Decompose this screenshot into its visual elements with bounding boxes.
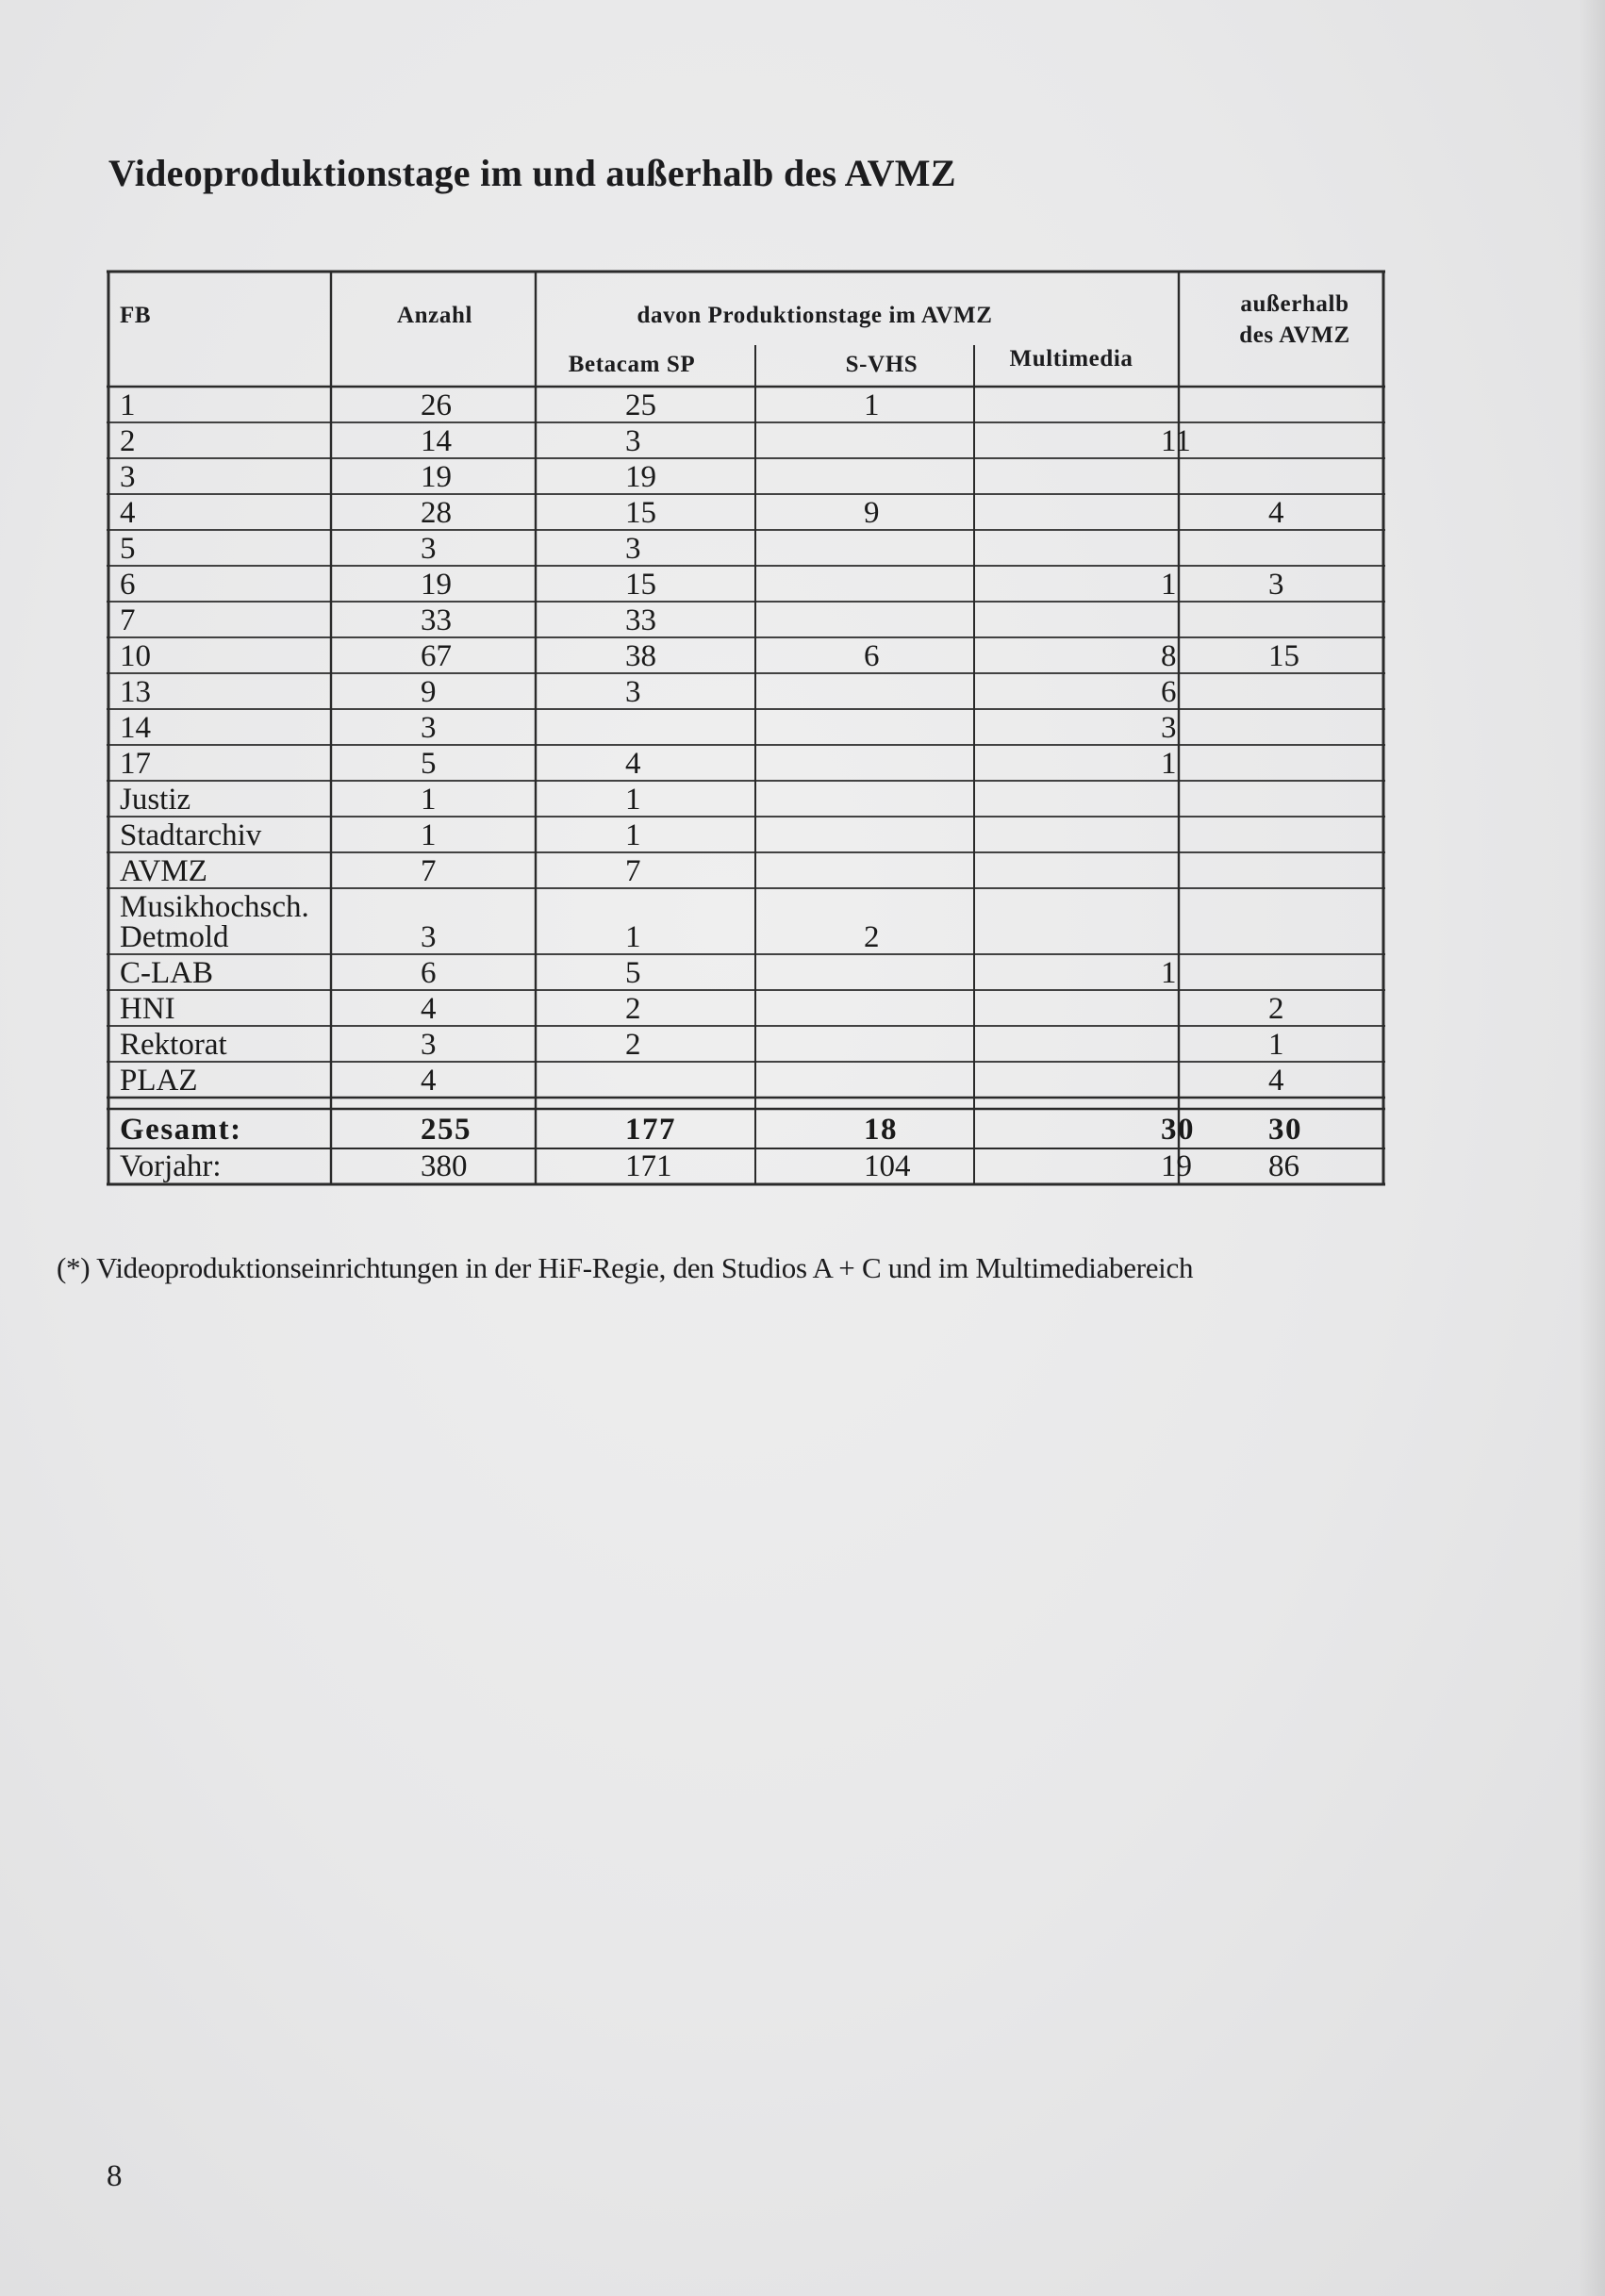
cell-fb: 13 — [120, 675, 151, 709]
total-multimedia: 30 — [1161, 1113, 1195, 1147]
cell-fb: PLAZ — [120, 1064, 198, 1098]
header-ausserhalb-line1: außerhalb — [1240, 291, 1349, 317]
previous-year-ausserhalb: 86 — [1268, 1149, 1299, 1183]
footnote: (*) Videoproduktionseinrichtungen in der HiF-Regie, den Studios A + C und im Multimediabereich — [57, 1251, 1194, 1284]
cell-anzahl: 5 — [421, 747, 437, 781]
previous-year-svhs: 104 — [864, 1149, 911, 1183]
cell-anzahl: 4 — [421, 992, 437, 1026]
cell-fb: 5 — [120, 532, 136, 566]
cell-fb: 7 — [120, 603, 136, 637]
cell-multimedia: 11 — [1161, 424, 1191, 458]
cell-multimedia: 1 — [1161, 747, 1177, 781]
cell-multimedia: 1 — [1161, 568, 1177, 602]
cell-betacam: 5 — [625, 956, 641, 990]
cell-ausserhalb: 4 — [1268, 496, 1284, 530]
cell-betacam: 3 — [625, 424, 641, 458]
cell-fb: Rektorat — [120, 1028, 227, 1062]
cell-multimedia: 3 — [1161, 711, 1177, 745]
cell-anzahl: 6 — [421, 956, 437, 990]
cell-fb: 6 — [120, 568, 136, 602]
page-title: Videoproduktionstage im und außerhalb des AVMZ — [108, 152, 956, 194]
cell-multimedia: 8 — [1161, 639, 1177, 673]
cell-anzahl: 14 — [421, 424, 452, 458]
header-svhs: S-VHS — [845, 352, 918, 377]
cell-betacam: 33 — [625, 603, 656, 637]
previous-year-anzahl: 380 — [421, 1149, 468, 1183]
cell-betacam: 2 — [625, 992, 641, 1026]
cell-svhs: 9 — [864, 496, 880, 530]
cell-svhs: 1 — [864, 388, 880, 422]
total-anzahl: 255 — [421, 1113, 472, 1147]
cell-fb: 3 — [120, 460, 136, 494]
cell-betacam: 25 — [625, 388, 656, 422]
header-fb: FB — [120, 303, 152, 328]
cell-fb-line2: Detmold — [120, 920, 229, 954]
cell-fb: C-LAB — [120, 956, 213, 990]
previous-year-label: Vorjahr: — [120, 1149, 222, 1183]
cell-fb: 2 — [120, 424, 136, 458]
cell-anzahl: 67 — [421, 639, 452, 673]
header-multimedia: Multimedia — [1009, 346, 1133, 372]
previous-year-multimedia: 19 — [1161, 1149, 1192, 1183]
cell-betacam: 1 — [625, 920, 641, 954]
cell-anzahl: 19 — [421, 460, 452, 494]
previous-year-betacam: 171 — [625, 1149, 672, 1183]
cell-multimedia: 6 — [1161, 675, 1177, 709]
table-grid — [107, 270, 1387, 1197]
cell-anzahl: 3 — [421, 920, 437, 954]
cell-anzahl: 1 — [421, 783, 437, 817]
cell-anzahl: 19 — [421, 568, 452, 602]
total-ausserhalb: 30 — [1268, 1113, 1302, 1147]
cell-ausserhalb: 2 — [1268, 992, 1284, 1026]
cell-anzahl: 3 — [421, 1028, 437, 1062]
cell-fb: Musikhochsch. — [120, 890, 309, 924]
cell-betacam: 3 — [625, 532, 641, 566]
cell-fb: 17 — [120, 747, 151, 781]
page-number: 8 — [107, 2159, 123, 2193]
cell-fb: AVMZ — [120, 854, 207, 888]
cell-ausserhalb: 1 — [1268, 1028, 1284, 1062]
cell-anzahl: 26 — [421, 388, 452, 422]
cell-fb: HNI — [120, 992, 175, 1026]
cell-betacam: 19 — [625, 460, 656, 494]
cell-ausserhalb: 3 — [1268, 568, 1284, 602]
cell-anzahl: 33 — [421, 603, 452, 637]
cell-betacam: 1 — [625, 783, 641, 817]
cell-fb: 1 — [120, 388, 136, 422]
cell-betacam: 3 — [625, 675, 641, 709]
cell-ausserhalb: 4 — [1268, 1064, 1284, 1098]
cell-fb: 10 — [120, 639, 151, 673]
header-davon: davon Produktionstage im AVMZ — [637, 303, 993, 328]
cell-anzahl: 3 — [421, 711, 437, 745]
cell-fb: 14 — [120, 711, 151, 745]
total-svhs: 18 — [864, 1113, 898, 1147]
cell-betacam: 15 — [625, 496, 656, 530]
total-label: Gesamt: — [120, 1113, 242, 1147]
header-betacam: Betacam SP — [568, 352, 696, 377]
cell-fb: 4 — [120, 496, 136, 530]
cell-anzahl: 7 — [421, 854, 437, 888]
cell-anzahl: 28 — [421, 496, 452, 530]
cell-anzahl: 3 — [421, 532, 437, 566]
production-days-table — [107, 270, 1387, 1197]
cell-fb: Stadtarchiv — [120, 818, 262, 852]
page-edge-shadow — [1579, 0, 1605, 2296]
header-ausserhalb-line2: des AVMZ — [1239, 322, 1350, 348]
cell-betacam: 38 — [625, 639, 656, 673]
cell-anzahl: 9 — [421, 675, 437, 709]
cell-ausserhalb: 15 — [1268, 639, 1299, 673]
cell-svhs: 2 — [864, 920, 880, 954]
cell-betacam: 15 — [625, 568, 656, 602]
cell-multimedia: 1 — [1161, 956, 1177, 990]
cell-betacam: 2 — [625, 1028, 641, 1062]
total-betacam: 177 — [625, 1113, 676, 1147]
cell-fb: Justiz — [120, 783, 191, 817]
cell-betacam: 4 — [625, 747, 641, 781]
cell-betacam: 1 — [625, 818, 641, 852]
header-anzahl: Anzahl — [396, 303, 473, 328]
cell-anzahl: 4 — [421, 1064, 437, 1098]
cell-betacam: 7 — [625, 854, 641, 888]
cell-svhs: 6 — [864, 639, 880, 673]
cell-anzahl: 1 — [421, 818, 437, 852]
